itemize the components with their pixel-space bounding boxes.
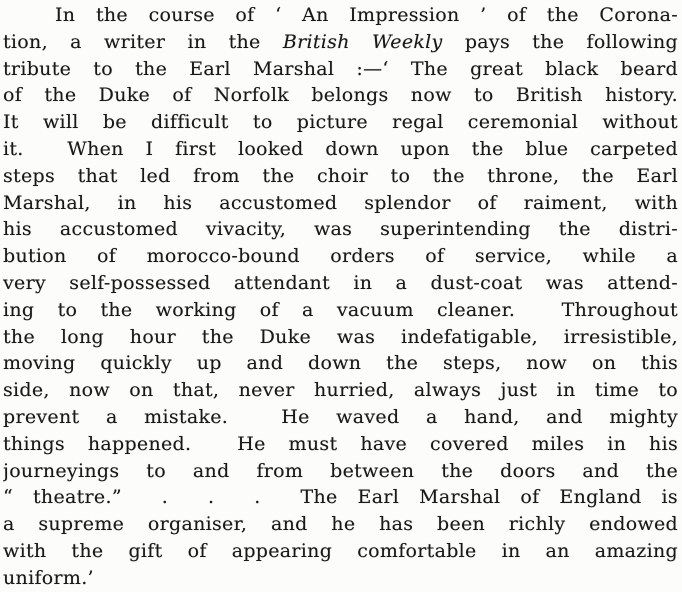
line-text: uniform.’ [3, 566, 94, 589]
text-line [3, 484, 678, 511]
line-text: pays the following [442, 30, 678, 53]
line-text: prevent a mistake. He waved a hand, and mighty [3, 405, 678, 428]
line-text: a supreme organiser, and he has been richly endowed [3, 513, 678, 536]
paragraph [3, 2, 678, 592]
text-line [3, 163, 678, 190]
line-text: In the course of ‘ An Impression ’ of the Corona- [55, 4, 678, 26]
text-line [3, 109, 678, 136]
text-line [3, 297, 678, 324]
text-line [3, 243, 678, 270]
line-text: Marshal, in his accustomed splendor of raiment, with [3, 191, 678, 214]
text-line [3, 29, 678, 56]
text-line [3, 404, 678, 431]
text-line [3, 431, 678, 458]
text-line [3, 458, 678, 485]
text-line [3, 190, 678, 217]
text-line [3, 82, 678, 109]
line-text: ing to the working of a vacuum cleaner. Throughout [3, 298, 678, 321]
text-line [3, 136, 678, 163]
line-text: bution of morocco-bound orders of service, while a [3, 245, 678, 268]
text-line [3, 270, 678, 297]
line-text: tribute to the Earl Marshal :—‘ The great black beard [3, 57, 678, 80]
line-text: with the gift of appearing comfortable in an amazing [3, 539, 678, 562]
text-line [3, 2, 678, 29]
text-line [3, 538, 678, 565]
text-line [3, 565, 678, 592]
line-text: side, now on that, never hurried, always just in time to [3, 379, 678, 402]
line-text: journeyings to and from between the doors and the [3, 459, 678, 482]
line-text: his accustomed vivacity, was superintending the distri- [3, 218, 678, 241]
line-text: things happened. He must have covered miles in his [3, 432, 678, 455]
text-line [3, 350, 678, 377]
line-text: tion, a writer in the [3, 30, 283, 53]
line-text: the long hour the Duke was indefatigable, irresistible, [3, 325, 678, 348]
line-text: very self-possessed attendant in a dust-coat was attend- [3, 271, 678, 294]
line-text: of the Duke of Norfolk belongs now to British history. [3, 84, 678, 107]
line-text: it. When I first looked down upon the blue carpeted [3, 137, 678, 160]
text-line [3, 377, 678, 404]
text-line [3, 324, 678, 351]
line-text-italic: British Weekly [282, 30, 443, 53]
text-line [3, 216, 678, 243]
text-line [3, 56, 678, 83]
line-text: moving quickly up and down the steps, now on this [3, 352, 678, 375]
line-text: steps that led from the choir to the throne, the Earl [3, 164, 678, 187]
line-text: “ theatre.” . . . The Earl Marshal of England is [3, 486, 678, 509]
line-text: It will be difficult to picture regal ceremonial without [3, 111, 678, 134]
text-line [3, 511, 678, 538]
